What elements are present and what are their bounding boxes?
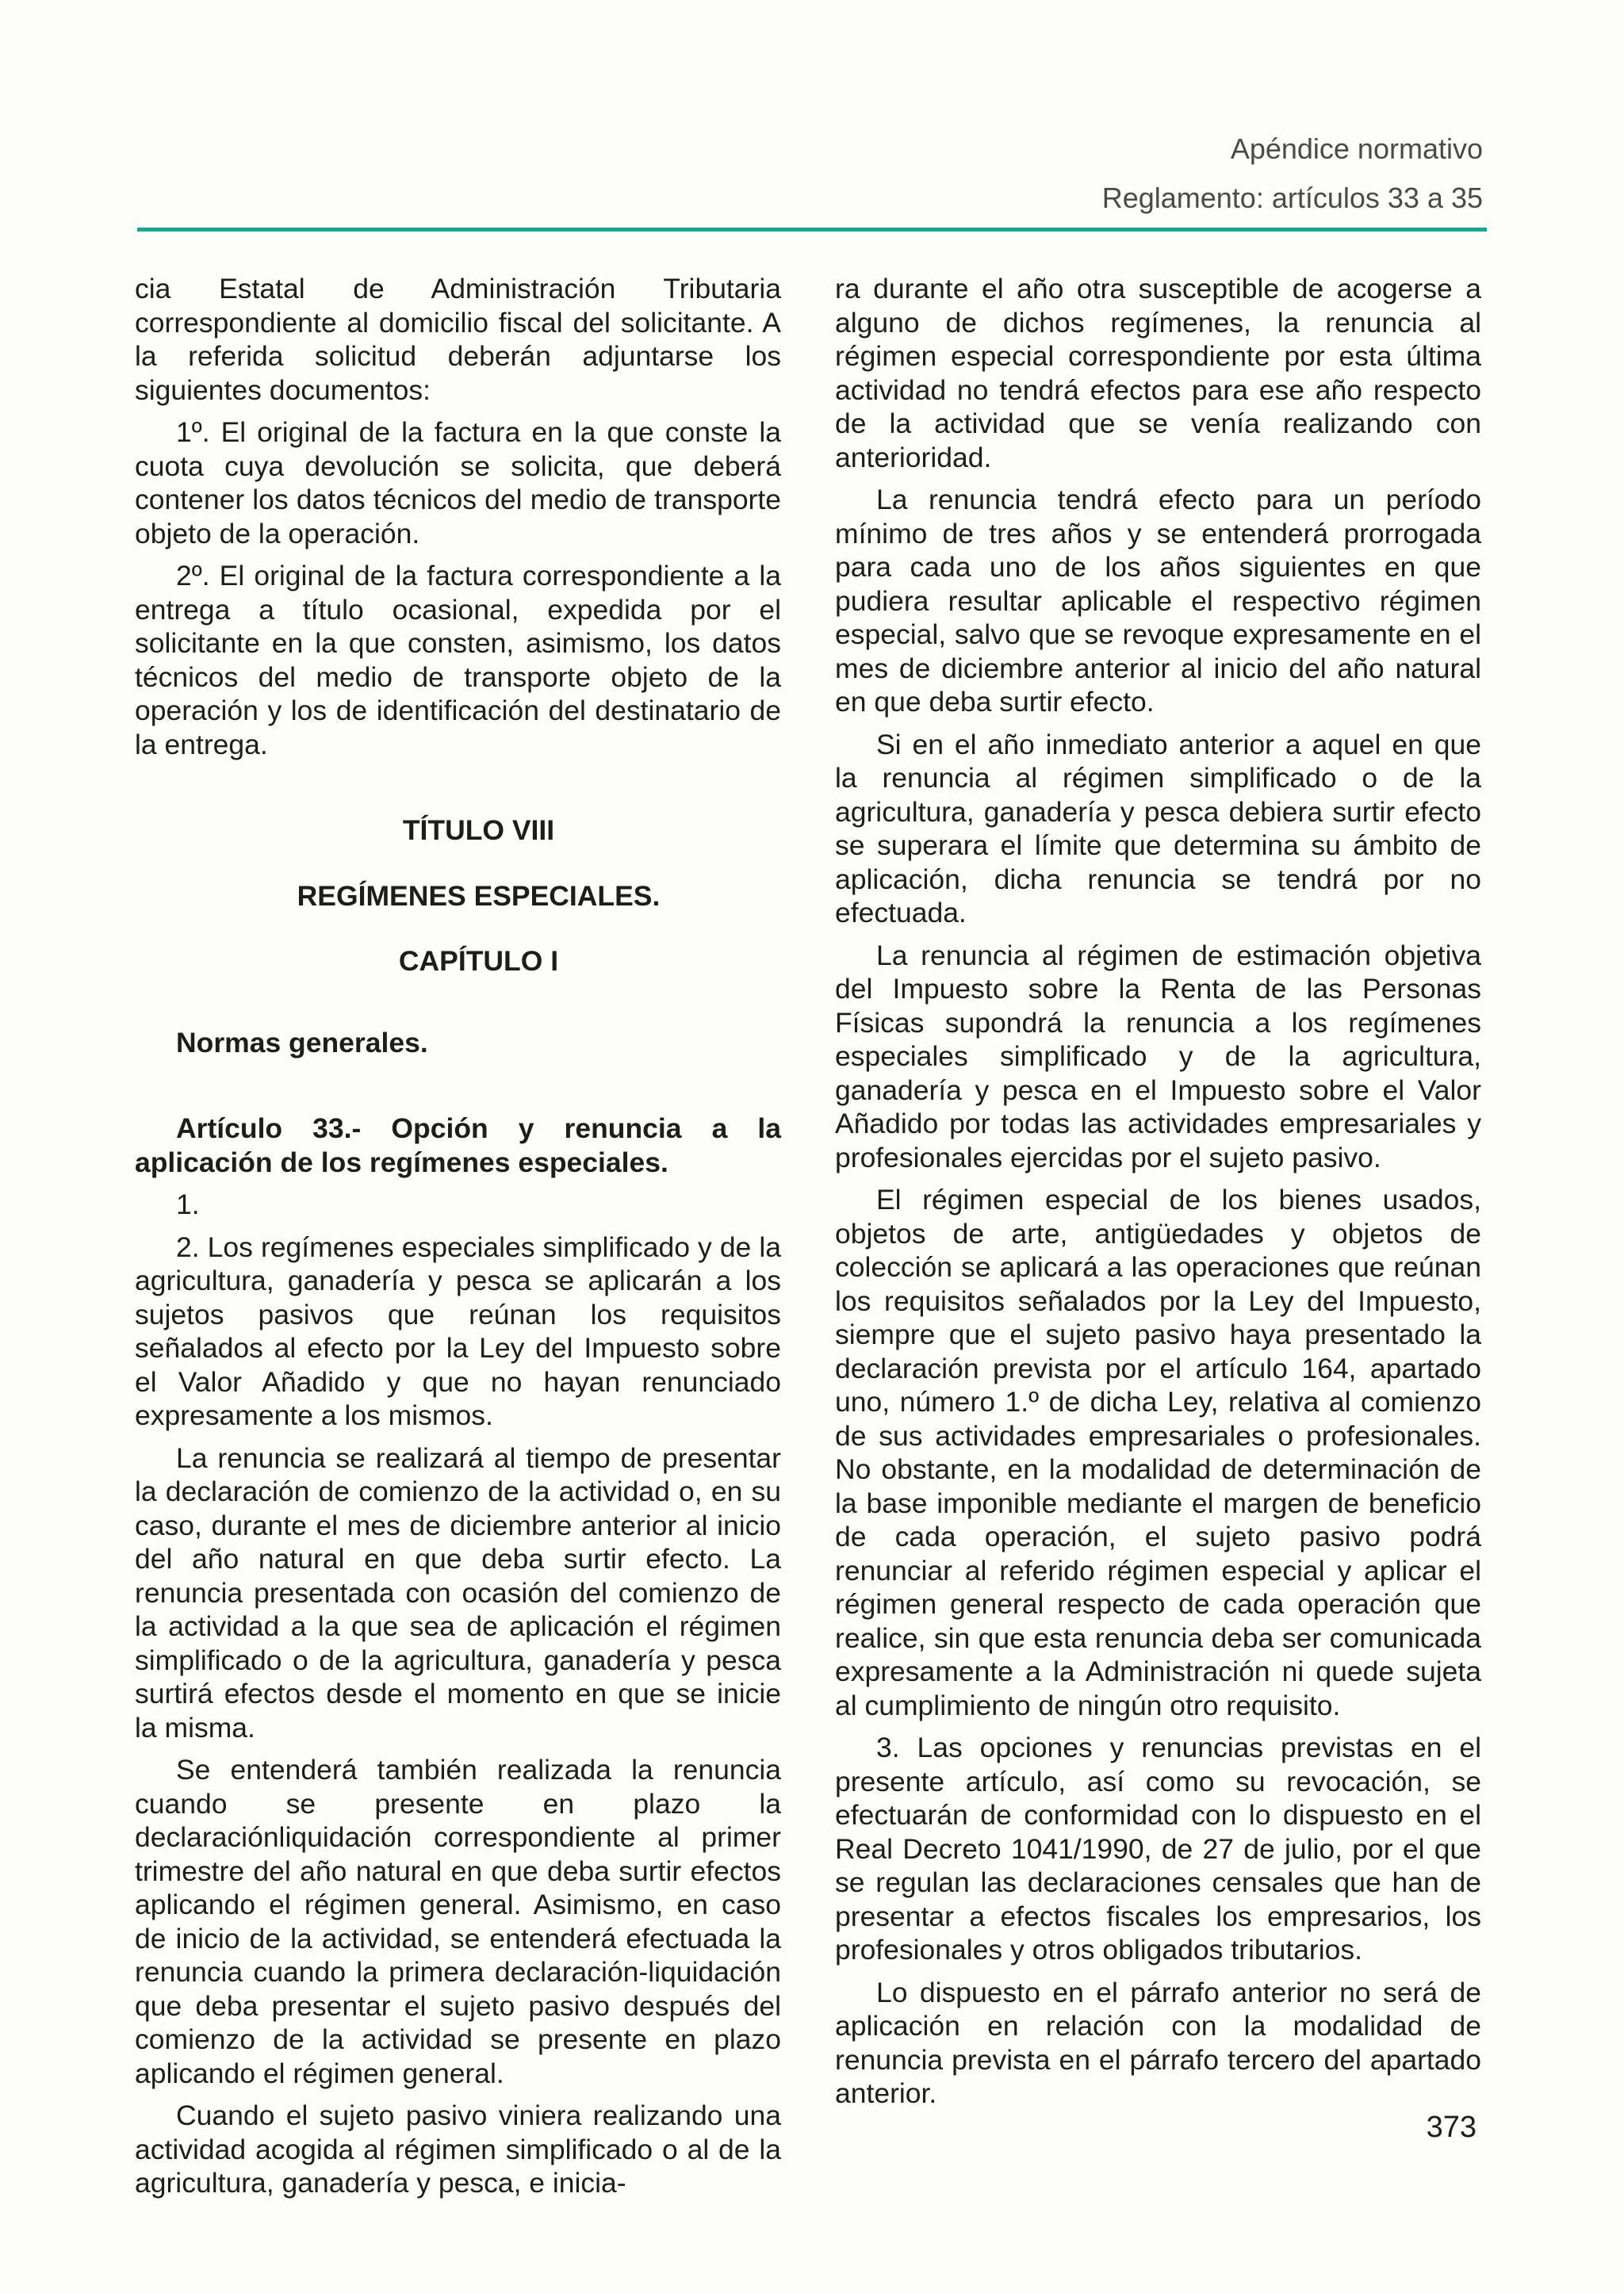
paragraph: La renuncia tendrá efecto para un período mínimo de tres años y se entenderá prorrogada para cada uno de los años siguientes en que pudiera resultar aplicable el respectivo régimen especial, salvo que se revoque expresamente en el mes de diciembre anterior al inicio del año natural en que deba surtir efecto. <box>835 484 1481 718</box>
paragraph: 1. <box>176 1189 200 1220</box>
paragraph: ra durante el año otra susceptible de acogerse a alguno de dichos regímenes, la renuncia al régimen especial correspondiente por esta última actividad no tendrá efectos para ese año respecto de la actividad que se venía realizando con anterioridad. <box>835 273 1481 473</box>
paragraph: 2. Los regímenes especiales simplificado y de la agricultura, ganadería y pesca se aplicarán a los sujetos pasivos que reúnan los requisitos señalados al efecto por la Ley del Impuesto sobre el Valor Añadido y que no hayan renunciado expresamente a los mismos. <box>135 1231 781 1431</box>
running-header-articles: Reglamento: artículos 33 a 35 <box>1101 182 1483 214</box>
paragraph: La renuncia se realizará al tiempo de presentar la declaración de comienzo de la actividad o, en su caso, durante el mes de diciembre anterior al inicio del año natural en que deba surtir efecto. La renuncia presentada con ocasión del comienzo de la actividad a la que sea de aplicación el régimen simplificado o de la agricultura, ganadería y pesca surtirá efectos desde el momento en que se inicie la misma. <box>135 1441 781 1744</box>
header-rule <box>137 228 1487 232</box>
right-column <box>835 272 1481 2111</box>
article-heading: Artículo 33.- Opción y renuncia a la aplicación de los regímenes especiales. <box>135 1112 781 1178</box>
paragraph: Cuando el sujeto pasivo viniera realizando una actividad acogida al régimen simplificado o al de la agricultura, ganadería y pesca, e inicia- <box>135 2100 781 2199</box>
paragraph: El régimen especial de los bienes usados, objetos de arte, antigüedades y objetos de colección se aplicará a las operaciones que reúnan los requisitos señalados por la Ley del Impuesto, siempre que el sujeto pasivo haya presentado la declaración prevista por el artículo 164, apartado uno, número 1.º de dicha Ley, relativa al comienzo de sus actividades empresariales o profesionales. No obstante, en la modalidad de determinación de la base imponible mediante el margen de beneficio de cada operación, el sujeto pasivo podrá renunciar al referido régimen especial y aplicar el régimen general respecto de cada operación que realice, sin que esta renuncia deba ser comunicada expresamente a la Administración ni quede sujeta al cumplimiento de ningún otro requisito. <box>835 1184 1481 1721</box>
running-header-section: Apéndice normativo <box>1230 132 1483 165</box>
paragraph: 1º. El original de la factura en la que conste la cuota cuya devolución se solicita, que deberá contener los datos técnicos del medio de transporte objeto de la operación. <box>135 416 781 549</box>
title-subheading: REGÍMENES ESPECIALES. <box>297 879 661 912</box>
paragraph: Se entenderá también realizada la renuncia cuando se presente en plazo la declaraciónliquidación correspondiente al primer trimestre del año natural en que deba surtir efectos aplicando el régimen general. Asimismo, en caso de inicio de la actividad, se entenderá efectuada la renuncia cuando la primera declaración-liquidación que deba presentar el sujeto pasivo después del comienzo de la actividad se presente en plazo aplicando el régimen general. <box>135 1754 781 2089</box>
page-number: 373 <box>1426 2111 1477 2144</box>
paragraph: 2º. El original de la factura correspondiente a la entrega a título ocasional, expedida por el solicitante en la que consten, asimismo, los datos técnicos del medio de transporte objeto de la operación y los de identificación del destinatario de la entrega. <box>135 560 781 760</box>
section-heading: Normas generales. <box>176 1026 428 1058</box>
paragraph: 3. Las opciones y renuncias previstas en el presente artículo, así como su revocación, se efectuarán de conformidad con lo dispuesto en el Real Decreto 1041/1990, de 27 de julio, por el que se regulan las declaraciones censales que han de presentar a efectos fiscales los empresarios, los profesionales y otros obligados tributarios. <box>835 1732 1481 1966</box>
paragraph: La renuncia al régimen de estimación objetiva del Impuesto sobre la Renta de las Personas Físicas supondrá la renuncia a los regímenes especiales simplificado y de la agricultura, ganadería y pesca en el Impuesto sobre el Valor Añadido por todas las actividades empresariales y profesionales ejercidas por el sujeto pasivo. <box>835 939 1481 1173</box>
paragraph: cia Estatal de Administración Tributaria correspondiente al domicilio fiscal del solicitante. A la referida solicitud deberán adjuntarse los siguientes documentos: <box>135 273 781 406</box>
paragraph: Si en el año inmediato anterior a aquel en que la renuncia al régimen simplificado o de la agricultura, ganadería y pesca debiera surtir efecto se superara el límite que determina su ámbito de aplicación, dicha renuncia se tendrá por no efectuada. <box>835 728 1481 928</box>
chapter-heading: CAPÍTULO I <box>398 945 559 977</box>
left-column <box>135 272 781 2200</box>
title-heading: TÍTULO VIII <box>402 814 555 846</box>
paragraph: Lo dispuesto en el párrafo anterior no será de aplicación en relación con la modalidad de renuncia prevista en el párrafo tercero del apartado anterior. <box>835 1976 1481 2109</box>
